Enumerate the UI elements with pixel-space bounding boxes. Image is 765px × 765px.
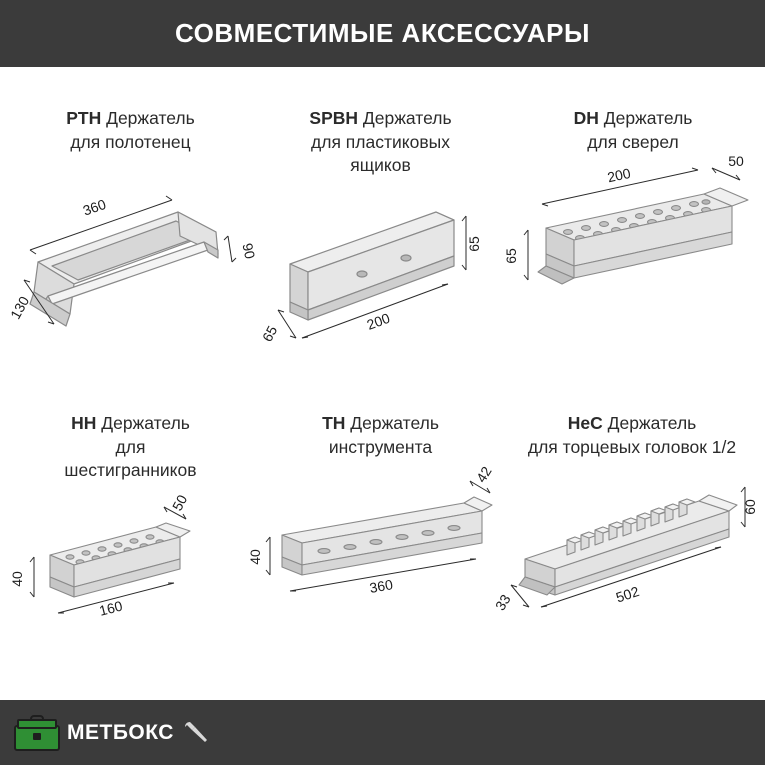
brand-name: МЕТБОКС xyxy=(67,720,174,744)
product-name-line-1: Держатель xyxy=(607,413,697,433)
product-drawing-th xyxy=(247,459,503,619)
product-caption-pth xyxy=(8,107,253,154)
accessories-grid xyxy=(0,67,765,700)
product-drawing-hec xyxy=(491,459,761,619)
product-name-line-1: Держатель xyxy=(101,413,190,433)
toolbox-latch-icon xyxy=(33,733,41,740)
product-card-hec[interactable] xyxy=(491,412,761,692)
page-title: СОВМЕСТИМЫЕ АКСЕССУАРЫ xyxy=(175,18,590,48)
wrench-icon xyxy=(183,720,209,746)
product-name-line-3: ящиков xyxy=(350,155,411,176)
dimension-label: 160 xyxy=(97,597,125,619)
product-code-th: TH xyxy=(322,413,346,433)
product-caption-hec xyxy=(503,412,761,459)
product-code-hec: HeC xyxy=(567,413,603,433)
dimension-label: 130 xyxy=(6,293,33,322)
dimension-label: 90 xyxy=(239,241,259,261)
product-caption-dh xyxy=(508,107,758,154)
dimension-label: 200 xyxy=(605,165,633,186)
product-drawing-dh xyxy=(503,153,758,344)
dimension-label: 65 xyxy=(258,322,281,345)
dimension-label: 65 xyxy=(466,236,482,252)
dimension-label: 360 xyxy=(368,576,395,597)
dimension-label: 60 xyxy=(742,499,758,516)
product-name-line-1: Держатель xyxy=(603,108,693,128)
product-caption-th xyxy=(258,412,503,459)
product-caption-spbh xyxy=(258,107,503,178)
product-name-line-2: для сверел xyxy=(587,131,679,152)
product-card-hh[interactable] xyxy=(8,412,253,692)
product-name-line-1: Держатель xyxy=(362,108,452,128)
product-name-line-1: Держатель xyxy=(350,413,439,433)
dimension-label: 33 xyxy=(491,591,514,614)
product-card-dh[interactable] xyxy=(503,107,758,397)
dimension-label: 40 xyxy=(247,549,263,566)
product-caption-hh xyxy=(8,412,253,483)
product-drawing-spbh xyxy=(258,178,503,368)
dimension-label: 42 xyxy=(472,463,495,486)
product-name-line-2: для пластиковых xyxy=(311,131,450,152)
product-code-dh: DH xyxy=(573,108,599,128)
product-name-line-2: инструмента xyxy=(328,436,433,457)
dimension-label: 50 xyxy=(728,153,744,170)
brand-logo[interactable] xyxy=(14,715,209,751)
product-name-line-2: для полотенец xyxy=(70,131,191,152)
product-drawing-pth xyxy=(6,154,259,364)
product-code-pth: PTH xyxy=(66,108,102,128)
product-code-hh: HH xyxy=(71,413,97,433)
dimension-label: 50 xyxy=(168,491,191,514)
dimension-label: 502 xyxy=(613,583,642,606)
product-name-line-1: Держатель xyxy=(106,108,195,128)
product-card-pth[interactable] xyxy=(6,107,259,397)
product-name-line-2: для xyxy=(115,436,146,457)
dimension-label: 200 xyxy=(364,309,393,333)
dimension-label: 65 xyxy=(503,248,519,265)
product-card-th[interactable] xyxy=(247,412,503,692)
dimension-label: 40 xyxy=(9,571,25,587)
product-name-line-2: для торцевых головок 1/2 xyxy=(527,436,737,457)
product-card-spbh[interactable] xyxy=(258,107,503,397)
product-code-spbh: SPBH xyxy=(309,108,359,128)
product-name-line-3: шестигранников xyxy=(64,460,197,481)
toolbox-lid-icon xyxy=(17,719,57,729)
product-drawing-hh xyxy=(8,483,253,643)
toolbox-icon xyxy=(14,715,60,751)
page-header xyxy=(0,0,765,67)
dimension-label: 360 xyxy=(80,196,109,219)
page-footer xyxy=(0,700,765,765)
